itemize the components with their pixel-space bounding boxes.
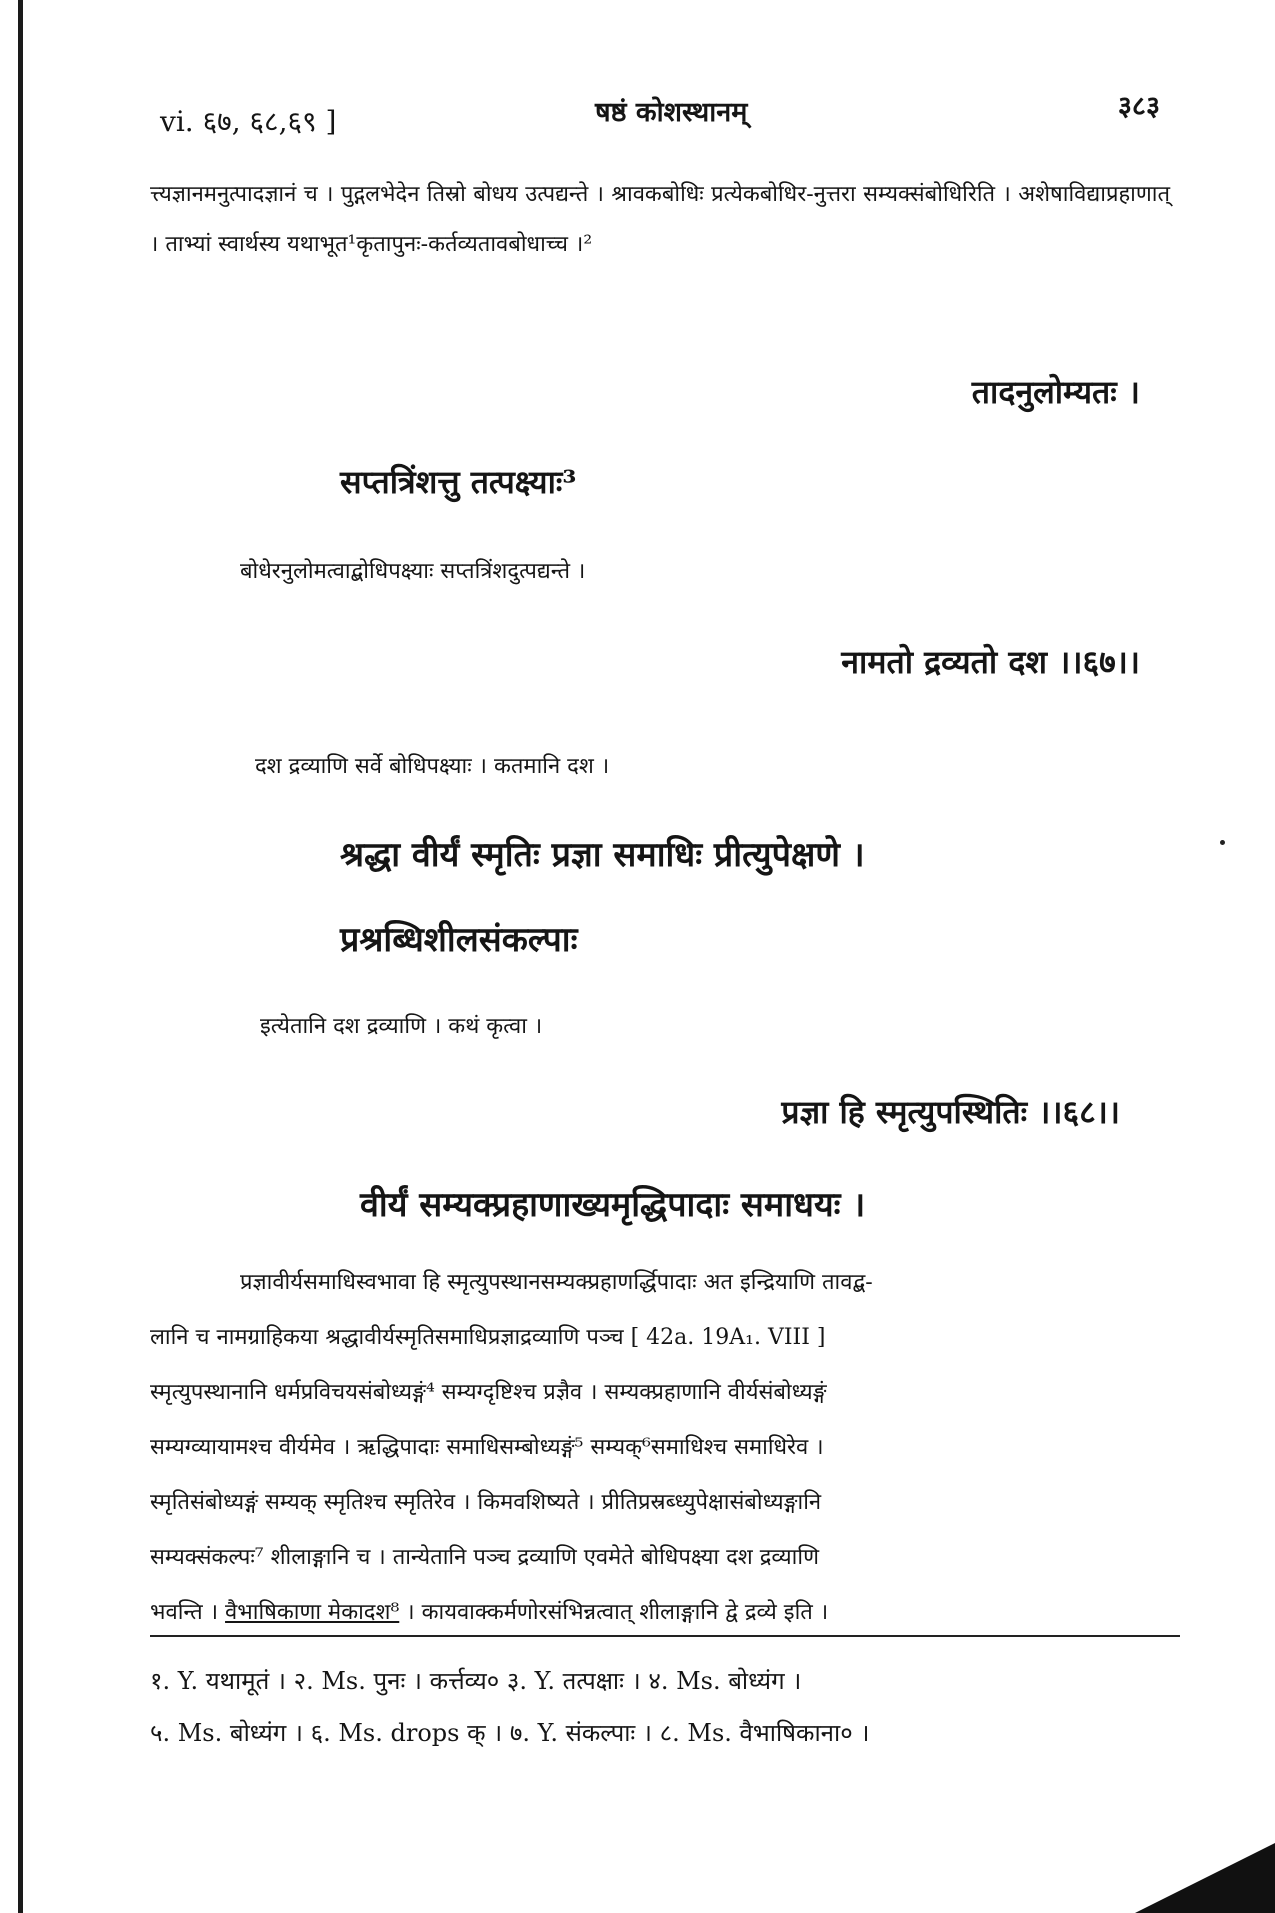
footnote-line: १. Y. यथामूतं । २. Ms. पुनः । कर्त्तव्य० ३. Y. तत्पक्षाः । ४. Ms. बोध्यंग ।	[150, 1667, 802, 1695]
footnote-divider	[150, 1635, 1180, 1637]
verse-line-5: प्रश्रब्धिशीलसंकल्पाः	[340, 920, 578, 960]
paragraph-line: सम्यक्संकल्पः⁷ शीलाङ्गानि च । तान्येतानि पञ्च द्रव्याणि एवमेते बोधिपक्ष्या दश द्रव्याणि	[150, 1545, 819, 1570]
commentary-line-3: इत्येतानि दश द्रव्याणि । कथं कृत्वा ।	[260, 1014, 543, 1039]
verse-line-7: वीर्यं सम्यक्प्रहाणाख्यमृद्धिपादाः समाधयः ।	[360, 1185, 866, 1225]
verse-line-3: नामतो द्रव्यतो दश ।।६७।।	[841, 643, 1140, 681]
verse-line-1: तादनुलोम्यतः ।	[971, 373, 1140, 411]
commentary-paragraph-1: त्त्यज्ञानमनुत्पादज्ञानं च । पुद्गलभेदेन तिस्रो बोधय उत्पद्यन्ते । श्रावकबोधिः प्रत्येकबोधिर-नुत्तरा सम्यक्संबोधिरिति । अशेषाविद्याप्रहाणात् । ताभ्यां स्वार्थस्य यथाभूत¹कृतापुनः-कर्तव्यतावबोधाच्च ।²	[150, 182, 1170, 257]
footnote-line: ५. Ms. बोध्यंग । ६. Ms. drops क् । ७. Y. संकल्पाः । ८. Ms. वैभाषिकाना० ।	[150, 1719, 870, 1747]
footnotes	[150, 1655, 1180, 1759]
line-end: । कायवाक्कर्मणोरसंभिन्नत्वात् शीलाङ्गानि द्वे द्रव्ये इति ।	[406, 1600, 829, 1625]
verse-reference: vi. ६७, ६८,६९ ]	[160, 105, 337, 138]
paragraph-line: सम्यग्व्यायामश्च वीर्यमेव । ऋद्धिपादाः समाधिसम्बोध्यङ्गं⁵ सम्यक्⁶समाधिश्च समाधिरेव ।	[150, 1435, 824, 1460]
page-number: ३८३	[1117, 91, 1160, 122]
verse-line-2: सप्तत्रिंशत्तु तत्पक्ष्याः³	[340, 463, 577, 501]
paragraph-line: प्रज्ञावीर्यसमाधिस्वभावा हि स्मृत्युपस्थानसम्यक्प्रहाणर्द्धिपादाः अत इन्द्रियाणि तावद्ब-	[240, 1270, 873, 1295]
ink-speck	[1220, 840, 1225, 845]
line-start: भवन्ति ।	[150, 1600, 219, 1625]
commentary-line-2: दश द्रव्याणि सर्वे बोधिपक्ष्याः । कतमानि दश ।	[255, 754, 610, 779]
commentary-line-1: बोधेरनुलोमत्वाद्बोधिपक्ष्याः सप्तत्रिंशदुत्पद्यन्ते ।	[240, 559, 586, 584]
paragraph-line: स्मृत्युपस्थानानि धर्मप्रविचयसंबोध्यङ्गं⁴ सम्यग्दृष्टिश्च प्रज्ञैव । सम्यक्प्रहाणानि वीर्यसंबोध्यङ्गं	[150, 1380, 827, 1405]
paragraph-line	[150, 1585, 1180, 1640]
paragraph-line: स्मृतिसंबोध्यङ्गं सम्यक् स्मृतिश्च स्मृतिरेव । किमवशिष्यते । प्रीतिप्रस्रब्ध्युपेक्षासंबोध्यङ्गानि	[150, 1490, 822, 1515]
page-header	[150, 70, 1180, 138]
verse-line-6: प्रज्ञा हि स्मृत्युपस्थितिः ।।६८।।	[781, 1093, 1120, 1131]
chapter-title: षष्ठं कोशस्थानम्	[595, 97, 748, 128]
underlined-phrase: वैभाषिकाणा मेकादश⁸	[225, 1600, 400, 1625]
book-page	[150, 70, 1180, 1870]
page-binding-edge	[18, 0, 23, 1913]
paragraph-line: लानि च नामग्राहिकया श्रद्धावीर्यस्मृतिसमाधिप्रज्ञाद्रव्याणि पञ्च [ 42a. 19A₁. VIII ]	[150, 1325, 826, 1350]
commentary-paragraph-2	[150, 1255, 1180, 1640]
verse-line-4: श्रद्धा वीर्यं स्मृतिः प्रज्ञा समाधिः प्रीत्युपेक्षणे ।	[340, 835, 865, 875]
